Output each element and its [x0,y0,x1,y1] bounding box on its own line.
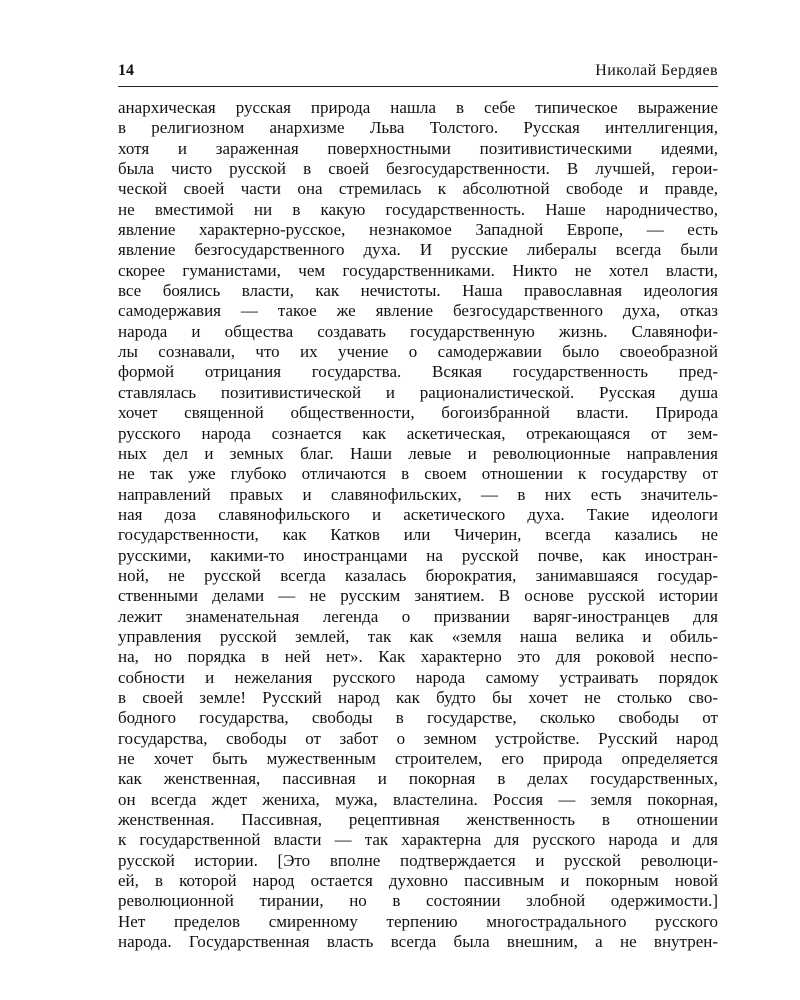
body-text [118,98,718,952]
header-rule [118,86,718,87]
text-line: к государственной власти — так характерна для русского народа и для [118,830,718,850]
text-line: русской истории. [Это вполне подтверждается и русской революци- [118,850,718,870]
text-line: была чисто русской в своей безгосударственности. В лучшей, герои- [118,159,718,179]
text-line: в своей земле! Русский народ как будто бы хочет не столько сво- [118,687,718,707]
text-line: русского народа сознается как аскетическая, отрекающаяся от зем- [118,423,718,443]
text-line: Нет пределов смиренному терпению многострадального русского [118,911,718,931]
text-line: управления русской землей, так как «земля наша велика и обиль- [118,626,718,646]
text-line: ственными делами — не русским занятием. В основе русской истории [118,586,718,606]
page-number: 14 [118,62,134,79]
text-line: не вместимой ни в какую государственность. Наше народничество, [118,199,718,219]
text-line: все боялись власти, как нечистоты. Наша православная идеология [118,281,718,301]
text-line: не так уже глубоко отличаются в своем отношении к государству от [118,464,718,484]
text-line: лы сознавали, что их учение о самодержавии было своеобразной [118,342,718,362]
text-line: революционной тирании, но в состоянии злобной одержимости.] [118,891,718,911]
text-line: скорее гуманистами, чем государственниками. Никто не хотел власти, [118,260,718,280]
text-line: собности и нежелания русского народа самому устраивать порядок [118,667,718,687]
text-line: формой отрицания государства. Всякая государственность пред- [118,362,718,382]
text-line: народа и общества создавать государственную жизнь. Славянофи- [118,321,718,341]
text-line: государства, свободы от забот о земном устройстве. Русский народ [118,728,718,748]
text-line: самодержавия — такое же явление безгосударственного духа, отказ [118,301,718,321]
text-line: не хочет быть мужественным строителем, его природа определяется [118,749,718,768]
text-line: на, но порядка в ней нет». Как характерно это для роковой неспо- [118,647,718,667]
text-line: анархическая русская природа нашла в себе типическое выражение [118,98,718,117]
text-line: ная доза славянофильского и аскетического духа. Такие идеологи [118,504,718,524]
running-head [118,60,718,84]
text-line: хотя и зараженная поверхностными позитивистическими идеями, [118,138,718,158]
text-line: явление безгосударственного духа. И русские либералы всегда были [118,240,718,260]
text-line: в религиозном анархизме Льва Толстого. Русская интеллигенция, [118,118,718,138]
text-line: бодного государства, свободы в государстве, сколько свободы от [118,708,718,728]
text-line: хочет священной общественности, богоизбранной власти. Природа [118,403,718,423]
text-line: ной, не русской всегда казалась бюрократия, занимавшаяся государ- [118,565,718,585]
text-line: лежит знаменательная легенда о призвании варяг-иностранцев для [118,606,718,626]
text-line: ческой своей части она стремилась к абсолютной свободе и правде, [118,179,718,199]
text-line: русскими, какими-то иностранцами на русской почве, как иностран- [118,545,718,565]
text-line: как женственная, пассивная и покорная в делах государственных, [118,769,718,789]
book-page [118,60,718,952]
text-line: он всегда ждет жениха, мужа, властелина. Россия — земля покорная, [118,789,718,809]
running-head-author: Николай Бердяев [595,62,718,79]
text-line: явление характерно-русское, незнакомое Западной Европе, — есть [118,220,718,240]
text-line: ей, в которой народ остается духовно пассивным и покорным новой [118,871,718,891]
text-line: женственная. Пассивная, рецептивная женственность в отношении [118,810,718,830]
text-line: народа. Государственная власть всегда была внешним, а не внутрен- [118,932,718,952]
text-line: государственности, как Катков или Чичерин, всегда казались не [118,525,718,545]
text-line: ных дел и земных благ. Наши левые и революционные направления [118,443,718,463]
text-line: направлений правых и славянофильских, — в них есть значитель- [118,484,718,504]
text-line: ставлялась позитивистической и рационалистической. Русская душа [118,382,718,402]
